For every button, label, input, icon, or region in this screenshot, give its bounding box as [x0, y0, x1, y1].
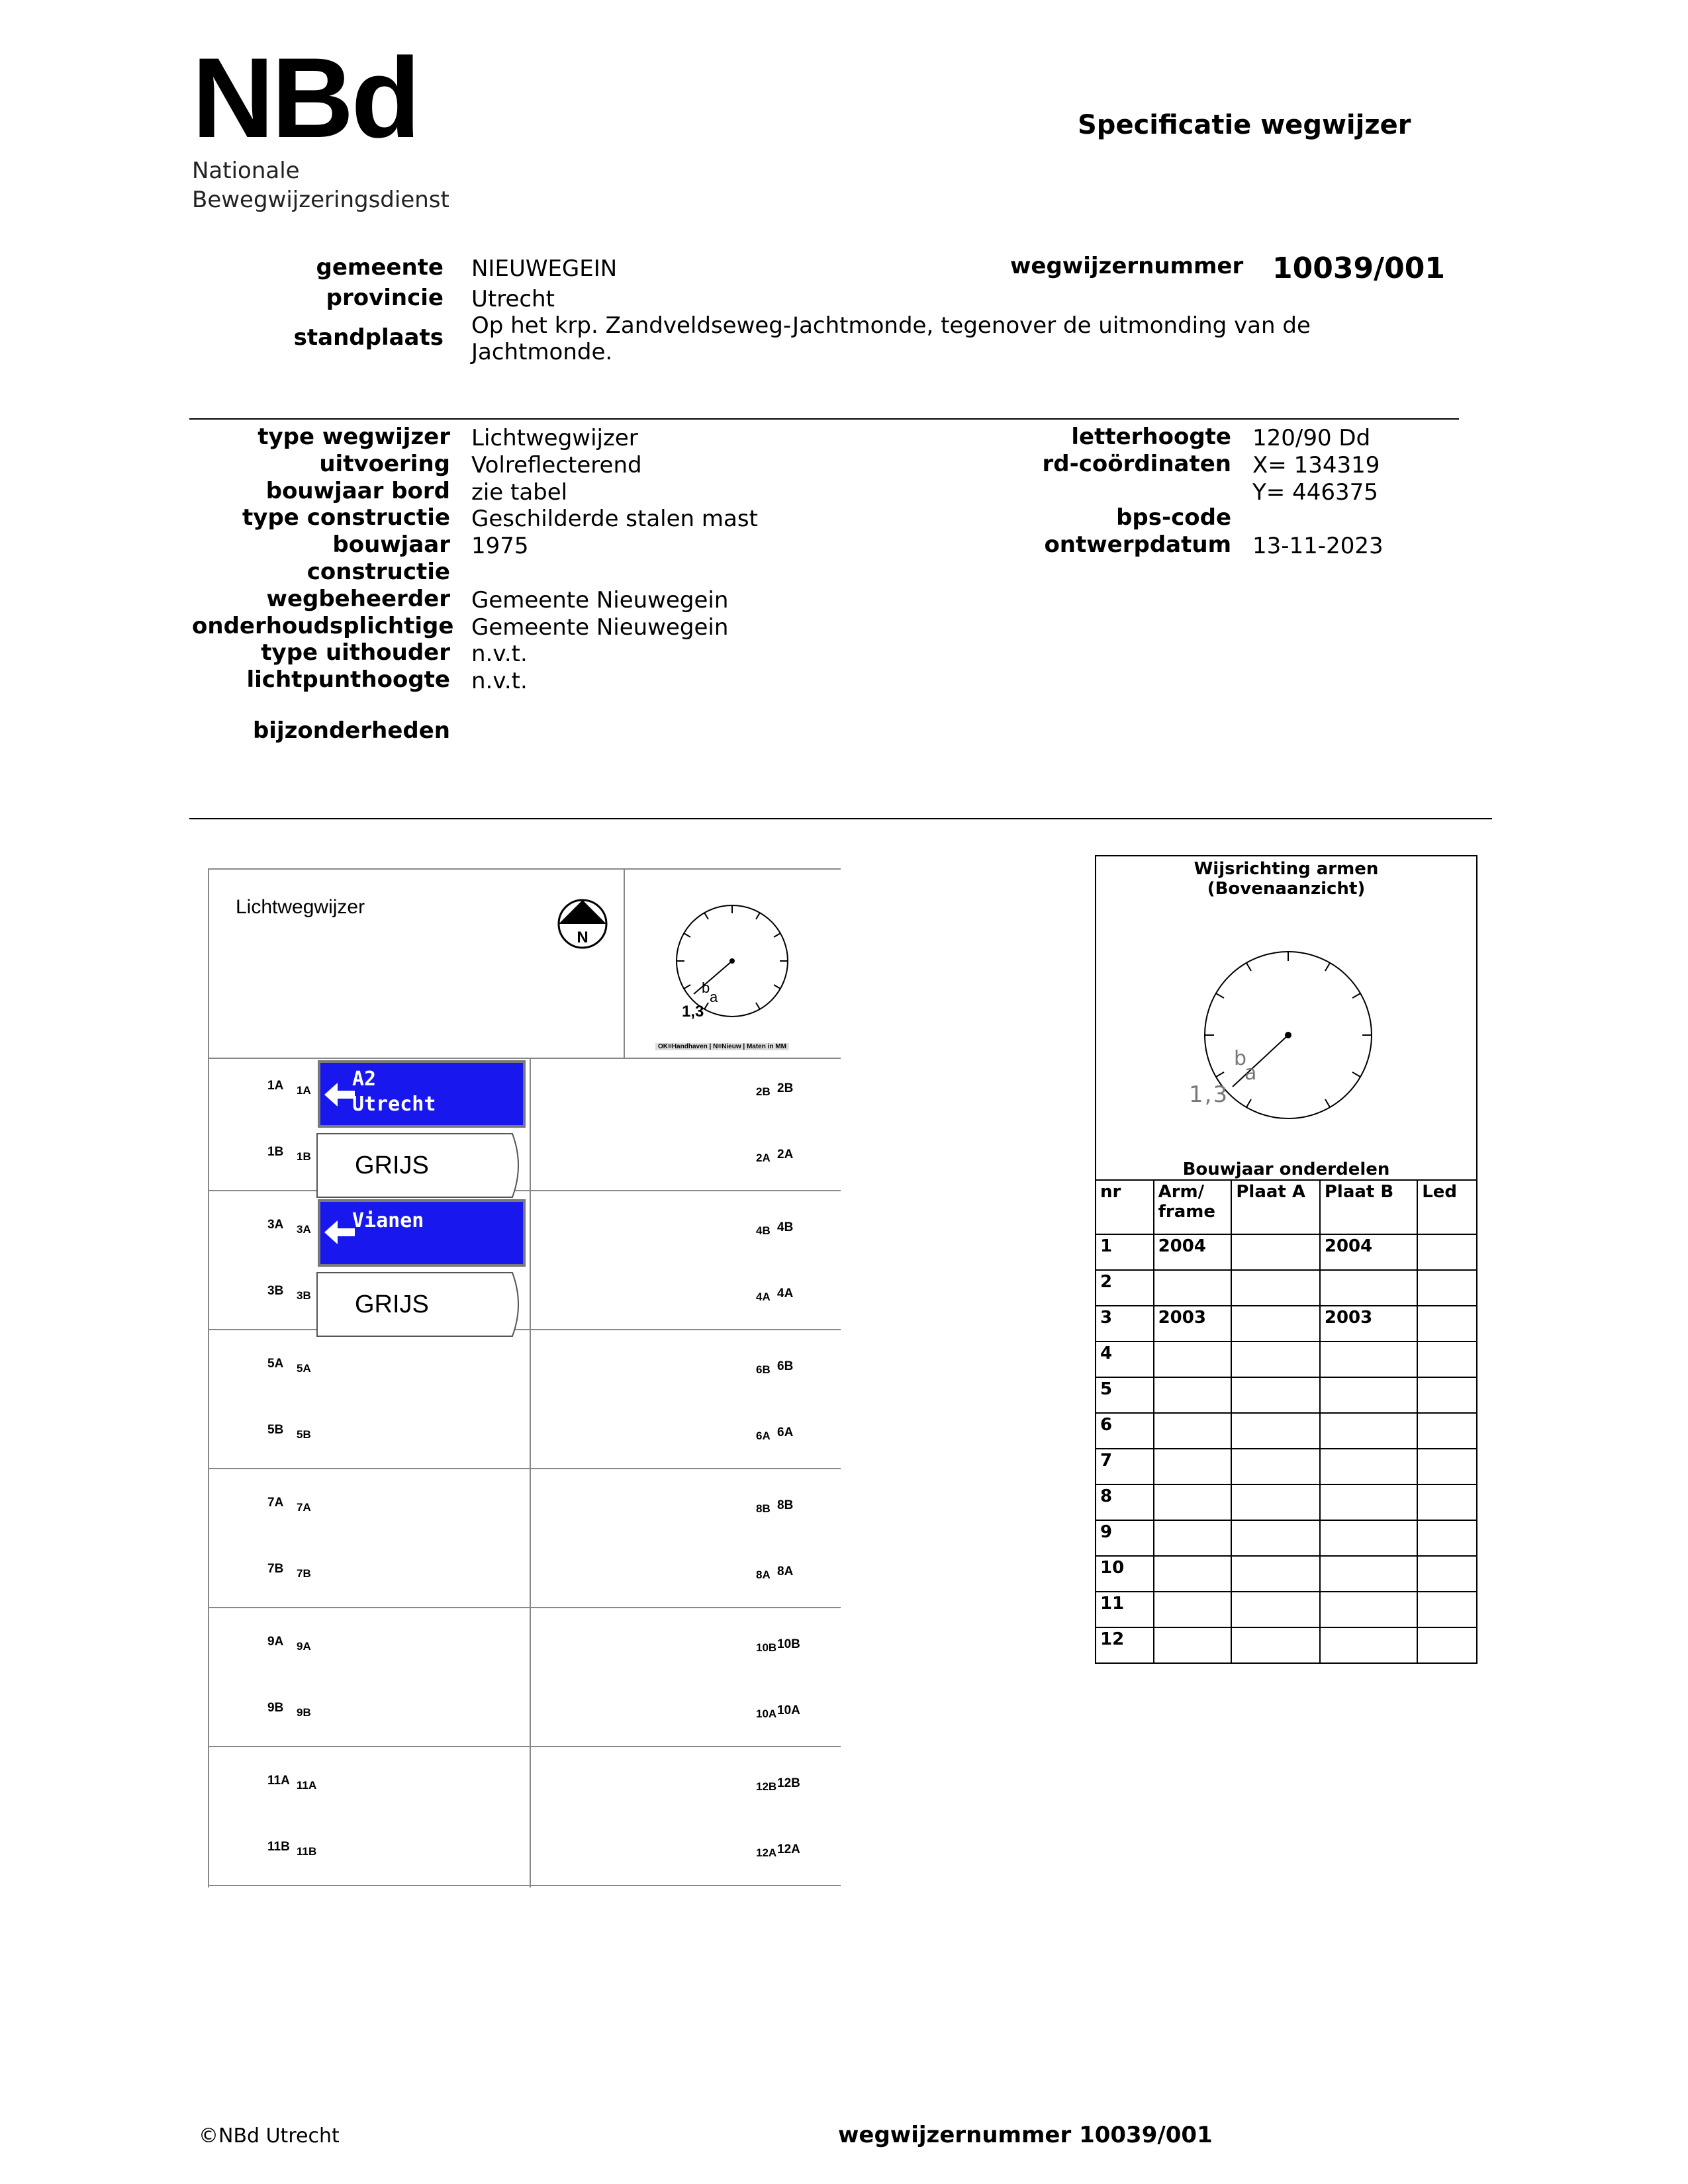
bouwjaar-cell	[1417, 1520, 1477, 1556]
sign-chart	[208, 868, 843, 1895]
bouwjaar-cell: 6	[1096, 1413, 1154, 1449]
bijzonderheden-label: bijzonderheden	[252, 717, 450, 744]
position-label-small: 7A	[297, 1501, 311, 1514]
bouwjaar-cell: 2004	[1320, 1234, 1417, 1270]
bouwjaar-cell: 4	[1096, 1342, 1154, 1377]
bouwjaar-cell	[1154, 1449, 1232, 1484]
spec-right-label: ontwerpdatum	[1044, 531, 1231, 559]
position-label-small: 12B	[756, 1780, 777, 1793]
row-divider	[208, 1468, 841, 1469]
bouwjaar-cell	[1231, 1592, 1320, 1627]
bouwjaar-cell	[1320, 1556, 1417, 1592]
bouwjaar-cell	[1417, 1449, 1477, 1484]
position-label: 7B	[267, 1562, 284, 1576]
position-label-small: 1B	[297, 1150, 311, 1163]
bouwjaar-row	[1096, 1377, 1477, 1413]
arrow-left-icon	[324, 1081, 356, 1108]
north-arrow-icon	[556, 897, 609, 950]
spec-right-value: 13-11-2023	[1252, 533, 1383, 560]
position-label-small: 1A	[297, 1084, 311, 1097]
bouwjaar-cell	[1231, 1627, 1320, 1663]
position-label-small: 6A	[756, 1430, 771, 1442]
position-label-small: 3B	[297, 1289, 311, 1302]
bouwjaar-header: Led	[1417, 1180, 1477, 1234]
bouwjaar-cell	[1417, 1413, 1477, 1449]
spec-left-value: n.v.t.	[471, 668, 528, 695]
row-divider	[208, 1607, 841, 1608]
spec-right-label: letterhoogte	[1071, 424, 1231, 450]
position-label: 2A	[777, 1148, 794, 1161]
bouwjaar-cell	[1231, 1306, 1320, 1342]
plate-3b-rounded-end	[499, 1272, 526, 1337]
position-label: 11A	[267, 1774, 290, 1788]
position-label-small: 8B	[756, 1502, 771, 1515]
bouwjaar-cell	[1320, 1520, 1417, 1556]
plate-1b-rounded-end	[499, 1133, 526, 1198]
bouwjaar-row	[1096, 1449, 1477, 1484]
wijsrichting-b-label: b	[1234, 1047, 1247, 1070]
position-label-small: 9B	[297, 1706, 311, 1719]
bouwjaar-cell	[1417, 1627, 1477, 1663]
compass-b-label: b	[702, 979, 710, 996]
bouwjaar-cell	[1231, 1556, 1320, 1592]
bouwjaar-cell	[1154, 1413, 1232, 1449]
bouwjaar-title: Bouwjaar onderdelen	[1182, 1160, 1390, 1179]
plate-1a-line-2: Utrecht	[352, 1093, 436, 1116]
bouwjaar-cell: 2003	[1320, 1306, 1417, 1342]
position-label: 11B	[267, 1840, 290, 1854]
spec-left-value: Gemeente Nieuwegein	[471, 586, 729, 614]
wijsrichting-title-1: Wijsrichting armen	[1194, 859, 1379, 879]
bouwjaar-row	[1096, 1342, 1477, 1377]
chart-title: Lichtwegwijzer	[236, 896, 365, 918]
position-label-small: 2A	[756, 1152, 771, 1164]
bouwjaar-cell	[1417, 1556, 1477, 1592]
wijsrichting-a-label: a	[1244, 1062, 1257, 1085]
position-label-small: 11B	[297, 1845, 317, 1858]
bouwjaar-cell: 5	[1096, 1377, 1154, 1413]
bouwjaar-row	[1096, 1484, 1477, 1520]
bouwjaar-cell	[1320, 1627, 1417, 1663]
bouwjaar-cell: 7	[1096, 1449, 1154, 1484]
bouwjaar-header: Plaat A	[1231, 1180, 1320, 1234]
spec-right-value: 120/90 Dd	[1252, 425, 1371, 451]
bouwjaar-cell: 9	[1096, 1520, 1154, 1556]
bouwjaar-row	[1096, 1627, 1477, 1663]
position-label: 6B	[777, 1359, 794, 1373]
spec-left-value: Gemeente Nieuwegein	[471, 614, 729, 641]
bouwjaar-cell: 1	[1096, 1234, 1154, 1270]
position-label-small: 5B	[297, 1428, 311, 1441]
bouwjaar-cell	[1231, 1234, 1320, 1270]
spec-left-label: type uithouder	[261, 639, 450, 666]
spec-left-value: Geschilderde stalen mast	[471, 506, 758, 533]
row-divider	[208, 1746, 841, 1747]
plate-1a	[318, 1060, 526, 1128]
spec-left-value: n.v.t.	[471, 641, 528, 668]
bouwjaar-row	[1096, 1270, 1477, 1306]
standplaats-label: standplaats	[293, 324, 444, 351]
spec-left-label: bouwjaar	[332, 531, 450, 559]
footer-wegwijzernummer: wegwijzernummer 10039/001	[838, 2122, 1213, 2148]
position-label: 6A	[777, 1426, 794, 1439]
plate-3b	[316, 1272, 512, 1337]
divider-top	[189, 418, 1459, 420]
small-compass-diagram	[653, 895, 812, 1054]
position-label: 10A	[777, 1704, 800, 1717]
bouwjaar-cell	[1154, 1270, 1232, 1306]
position-label: 4A	[777, 1287, 794, 1300]
spec-right-label: rd-coördinaten	[1042, 450, 1231, 477]
bouwjaar-cell	[1417, 1484, 1477, 1520]
position-label: 5A	[267, 1357, 284, 1371]
position-label-small: 11A	[297, 1779, 317, 1792]
position-label: 1A	[267, 1079, 284, 1093]
spec-left-label: onderhoudsplichtige	[192, 612, 454, 639]
position-label: 3A	[267, 1218, 284, 1232]
position-label-small: 12A	[756, 1846, 777, 1859]
bouwjaar-row	[1096, 1306, 1477, 1342]
spec-right-value: Y= 446375	[1252, 478, 1378, 506]
bouwjaar-cell	[1154, 1592, 1232, 1627]
bouwjaar-row	[1096, 1234, 1477, 1270]
wegwijzernummer-label: wegwijzernummer	[1010, 253, 1244, 279]
bouwjaar-cell: 3	[1096, 1306, 1154, 1342]
spec-left-label: bouwjaar bord	[265, 477, 450, 504]
bouwjaar-cell: 10	[1096, 1556, 1154, 1592]
wijsrichting-panel	[1095, 855, 1477, 1179]
compass-a-label: a	[710, 989, 718, 1005]
spec-left-label: type constructie	[242, 504, 450, 531]
bouwjaar-cell	[1320, 1484, 1417, 1520]
north-label: N	[577, 929, 588, 946]
nbd-logo: NBd	[192, 34, 418, 161]
provincie-label: provincie	[326, 285, 444, 311]
org-line-1: Nationale	[192, 158, 300, 184]
position-label-small: 4A	[756, 1291, 771, 1303]
plate-3a	[318, 1199, 526, 1267]
bouwjaar-cell	[1417, 1234, 1477, 1270]
chart-footer-note: OK=Handhaven | N=Nieuw | Maten in MM	[655, 1043, 789, 1050]
spec-left-label: wegbeheerder	[266, 585, 450, 612]
spec-left-label: lichtpunthoogte	[246, 666, 450, 694]
bouwjaar-cell	[1417, 1592, 1477, 1627]
bouwjaar-cell: 8	[1096, 1484, 1154, 1520]
bouwjaar-cell	[1417, 1377, 1477, 1413]
plate-1b	[316, 1133, 512, 1198]
bouwjaar-cell	[1231, 1270, 1320, 1306]
plate-3a-line-1: Vianen	[352, 1209, 424, 1232]
position-label: 12A	[777, 1843, 800, 1856]
plate-1a-line-1: A2	[352, 1068, 377, 1091]
bouwjaar-cell	[1231, 1377, 1320, 1413]
position-label: 7A	[267, 1496, 284, 1510]
spec-left-label: uitvoering	[319, 450, 450, 477]
spec-left-label: constructie	[306, 559, 450, 585]
provincie-value: Utrecht	[471, 286, 555, 312]
bouwjaar-cell	[1320, 1449, 1417, 1484]
bouwjaar-row	[1096, 1413, 1477, 1449]
spec-left-value: 1975	[471, 533, 529, 560]
bouwjaar-cell	[1154, 1342, 1232, 1377]
position-label-small: 5A	[297, 1362, 311, 1375]
arrow-left-icon	[324, 1219, 356, 1246]
position-label-small: 9A	[297, 1640, 311, 1653]
wegwijzernummer-value: 10039/001	[1272, 251, 1445, 285]
plate-1b-label: GRIJS	[355, 1152, 429, 1179]
position-label: 2B	[777, 1081, 794, 1095]
position-label: 12B	[777, 1776, 800, 1790]
gemeente-label: gemeente	[316, 254, 444, 281]
position-label: 8B	[777, 1498, 794, 1512]
bouwjaar-cell	[1154, 1520, 1232, 1556]
bouwjaar-table	[1095, 1179, 1477, 1664]
standplaats-line-1: Op het krp. Zandveldseweg-Jachtmonde, tegenover de uitmonding van de	[471, 312, 1311, 339]
position-label-small: 6B	[756, 1363, 771, 1376]
spec-left-value: zie tabel	[471, 478, 568, 506]
spec-right-value: X= 134319	[1252, 451, 1380, 478]
bouwjaar-cell	[1320, 1342, 1417, 1377]
position-label-small: 2B	[756, 1085, 771, 1098]
bouwjaar-cell: 2	[1096, 1270, 1154, 1306]
bouwjaar-cell: 11	[1096, 1592, 1154, 1627]
standplaats-line-2: Jachtmonde.	[471, 339, 613, 365]
bouwjaar-cell	[1417, 1306, 1477, 1342]
position-label-small: 10B	[756, 1641, 777, 1654]
bouwjaar-cell: 2003	[1154, 1306, 1232, 1342]
bouwjaar-table-wrapper	[1095, 1179, 1477, 1664]
spec-left-label: type wegwijzer	[258, 424, 450, 450]
bouwjaar-cell	[1320, 1377, 1417, 1413]
bouwjaar-cell	[1320, 1270, 1417, 1306]
position-label: 9B	[267, 1701, 284, 1715]
spec-left-value: Lichtwegwijzer	[471, 425, 638, 451]
spec-right-label: bps-code	[1116, 504, 1231, 531]
bouwjaar-cell: 12	[1096, 1627, 1154, 1663]
bouwjaar-cell: 2004	[1154, 1234, 1232, 1270]
position-label-small: 3A	[297, 1223, 311, 1236]
position-label: 10B	[777, 1637, 800, 1651]
position-label-small: 10A	[756, 1707, 777, 1720]
bouwjaar-cell	[1320, 1413, 1417, 1449]
bouwjaar-cell	[1417, 1270, 1477, 1306]
bouwjaar-cell	[1154, 1377, 1232, 1413]
position-label: 4B	[777, 1220, 794, 1234]
bouwjaar-row	[1096, 1520, 1477, 1556]
bouwjaar-cell	[1231, 1342, 1320, 1377]
position-label-small: 7B	[297, 1567, 311, 1580]
bouwjaar-cell	[1417, 1342, 1477, 1377]
footer-copyright: ©NBd Utrecht	[199, 2124, 340, 2148]
position-label-small: 8A	[756, 1569, 771, 1581]
compass-value: 1,3	[682, 1003, 704, 1021]
bouwjaar-cell	[1154, 1627, 1232, 1663]
bouwjaar-cell	[1231, 1520, 1320, 1556]
bouwjaar-header: nr	[1096, 1180, 1154, 1234]
wijsrichting-value: 1,3	[1189, 1081, 1229, 1108]
bouwjaar-cell	[1231, 1413, 1320, 1449]
position-label: 5B	[267, 1423, 284, 1437]
document-title: Specificatie wegwijzer	[1078, 110, 1411, 140]
bouwjaar-cell	[1154, 1484, 1232, 1520]
bouwjaar-header: Arm/ frame	[1154, 1180, 1232, 1234]
wijsrichting-title-2: (Bovenaanzicht)	[1207, 879, 1366, 899]
position-label: 3B	[267, 1284, 284, 1298]
organisation-name	[192, 156, 449, 214]
org-line-2: Bewegwijzeringsdienst	[192, 187, 449, 213]
gemeente-value: NIEUWEGEIN	[471, 255, 618, 282]
bouwjaar-row	[1096, 1556, 1477, 1592]
bouwjaar-cell	[1154, 1556, 1232, 1592]
divider-bottom	[189, 818, 1492, 819]
position-label: 9A	[267, 1635, 284, 1649]
position-label: 8A	[777, 1565, 794, 1578]
position-label-small: 4B	[756, 1224, 771, 1237]
position-label: 1B	[267, 1145, 284, 1159]
bouwjaar-cell	[1320, 1592, 1417, 1627]
bouwjaar-row	[1096, 1592, 1477, 1627]
bouwjaar-header: Plaat B	[1320, 1180, 1417, 1234]
bouwjaar-cell	[1231, 1484, 1320, 1520]
spec-left-value: Volreflecterend	[471, 451, 642, 478]
plate-3b-label: GRIJS	[355, 1291, 429, 1318]
row-divider	[208, 1885, 841, 1886]
bouwjaar-cell	[1231, 1449, 1320, 1484]
